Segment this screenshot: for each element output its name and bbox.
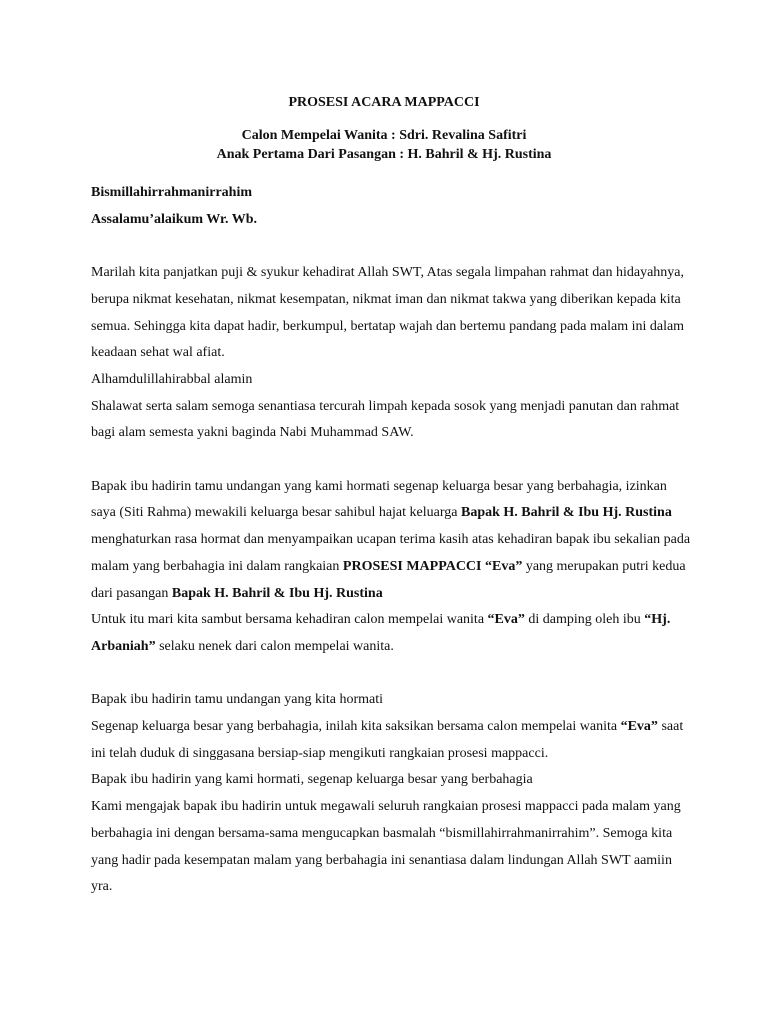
greeting-bismillah: Bismillahirrahmanirrahim — [91, 185, 252, 200]
shalawat-paragraph: Shalawat serta salam semoga senantiasa tercurah limpah kepada sosok yang menjadi panutan dan rahmat bagi alam semesta yakni baginda Nabi Muhammad SAW. — [91, 398, 680, 441]
address-line: Bapak ibu hadirin tamu undangan yang kita hormati — [91, 692, 383, 708]
greeting-salam: Assalamu’alaikum Wr. Wb. — [91, 211, 257, 227]
document-body — [91, 180, 691, 901]
opening-paragraph: Marilah kita panjatkan puji & syukur kehadirat Allah SWT, Atas segala limpahan rahmat dan hidayahnya, berupa nikmat kesehatan, nikmat kesempatan, nikmat iman dan nikmat takwa yang diberikan kepada kita semua. Sehingga kita dapat hadir, berkumpul, bertatap wajah dan bertemu pandang pada malam ini dalam keadaan sehat wal afiat. — [91, 265, 685, 361]
alhamdulillah-line: Alhamdulillahirabbal alamin — [91, 371, 253, 387]
address-line-2: Bapak ibu hadirin yang kami hormati, segenap keluarga besar yang berbahagia — [91, 772, 533, 788]
paragraph-gap — [91, 661, 691, 688]
bride-seated-paragraph: Segenap keluarga besar yang berbahagia, inilah kita saksikan bersama calon mempelai wanita “Eva” saat ini telah duduk di singgasana bersiap-siap mengikuti rangkaian prosesi mappacci. — [91, 719, 684, 761]
document-title: PROSESI ACARA MAPPACCI — [288, 95, 480, 110]
welcome-paragraph: Bapak ibu hadirin tamu undangan yang kami hormati segenap keluarga besar yang berbahagia, izinkan saya (Siti Rahma) mewakili keluarga besar sahibul hajat keluarga Bapak H. Bahril & Ibu Hj. Rustina menghaturkan rasa hormat dan menyampaikan ucapan terima kasih atas kehadiran bapak ibu sekalian pada malam yang berbahagia ini dalam rangkaian PROSESI MAPPACCI “Eva” yang merupakan putri kedua dari pasangan Bapak H. Bahril & Ibu Hj. Rustina — [91, 478, 691, 601]
bride-name-line: Calon Mempelai Wanita : Sdri. Revalina Safitri — [241, 128, 527, 143]
parents-line: Anak Pertama Dari Pasangan : H. Bahril & Hj. Rustina — [216, 147, 552, 162]
bride-entrance-paragraph: Untuk itu mari kita sambut bersama kehadiran calon mempelai wanita “Eva” di damping oleh ibu “Hj. Arbaniah” selaku nenek dari calon mempelai wanita. — [91, 612, 671, 654]
closing-paragraph: Kami mengajak bapak ibu hadirin untuk megawali seluruh rangkaian prosesi mappacci pada malam yang berbahagia ini dengan bersama-sama mengucapkan basmalah “bismillahirrahmanirrahim”. Semoga kita yang hadir pada kesempatan malam yang berbahagia ini senantiasa dalam lindungan Allah SWT aamiin yra. — [91, 799, 681, 895]
paragraph-gap — [91, 447, 691, 474]
document-subtitle — [0, 126, 768, 164]
paragraph-gap — [91, 233, 691, 260]
